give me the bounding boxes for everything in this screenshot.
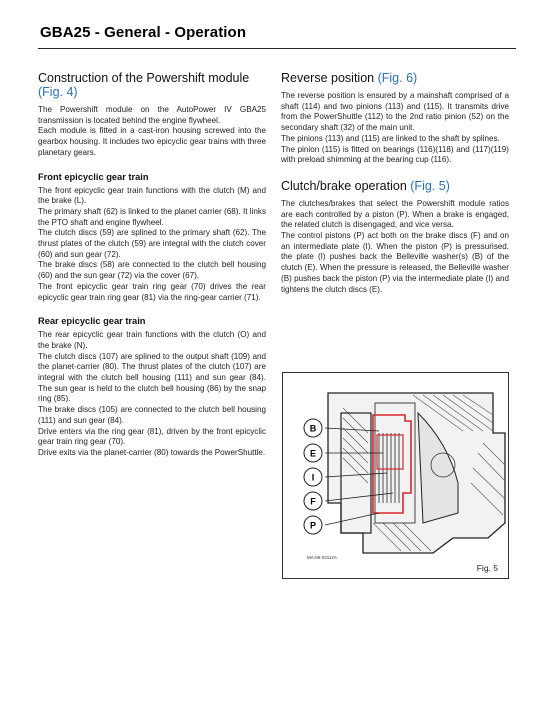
callout-b — [304, 419, 322, 437]
paragraph: The primary shaft (62) is linked to the planet carrier (68). It links the PTO shaft and engine flywheel. — [38, 206, 266, 227]
construction-section — [38, 71, 266, 159]
paragraph: Drive enters via the ring gear (81), driven by the front epicyclic gear train ring gear (70). — [38, 426, 266, 447]
paragraph: The clutches/brakes that select the Powershift module ratios are each controlled by a piston (P). When a brake is engaged, the related clutch is disengaged, and vice versa. — [281, 198, 509, 230]
paragraph: The brake discs (58) are connected to the clutch bell housing (60) and the sun gear (72) via the cover (67). — [38, 260, 266, 281]
paragraph: The rear epicyclic gear train functions with the clutch (O) and the brake (N). — [38, 330, 266, 350]
paragraph: The reverse position is ensured by a mainshaft comprised of a shaft (114) and two pinions (113) and (115). It transmits drive from the PowerShuttle (112) to the 2nd ratio pinion (52) on the secondary shaft (32) of the main unit. — [281, 91, 509, 133]
rear-gear-section — [38, 316, 266, 458]
construction-heading-text: Construction of the Powershift module — [38, 71, 250, 85]
fig4-link[interactable]: (Fig. 4) — [38, 85, 78, 99]
callout-b-label: B — [309, 423, 317, 434]
fig5-link[interactable]: (Fig. 5) — [410, 178, 450, 193]
paragraph: Each module is fitted in a cast-iron housing screwed into the gearbox housing. It includes two epicyclic gear trains with three planetary gears. — [38, 126, 266, 157]
paragraph: The front epicyclic gear train ring gear (70) drives the rear epicyclic gear train ring gear (81) via the ring-gear carrier (71). — [38, 281, 266, 302]
fig6-link[interactable]: (Fig. 6) — [377, 71, 418, 85]
callout-labels — [293, 373, 333, 578]
paragraph: The Powershift module on the AutoPower IV GBA25 transmission is located behind the engine flywheel. — [38, 105, 266, 125]
callout-e — [304, 444, 322, 462]
clutch-brake-heading — [281, 179, 509, 193]
rear-gear-heading: Rear epicyclic gear train — [38, 316, 146, 327]
clutch-brake-section — [281, 179, 509, 295]
left-column — [38, 71, 266, 472]
callout-p-label: P — [309, 520, 317, 531]
figure-caption: Fig. 5 — [476, 563, 498, 573]
clutch-brake-heading-text: Clutch/brake operation — [281, 178, 407, 193]
callout-f — [304, 492, 322, 510]
reverse-section — [281, 71, 509, 166]
title-divider — [38, 48, 516, 49]
construction-heading — [38, 71, 266, 99]
callout-i-label: I — [311, 472, 315, 483]
paragraph: Drive exits via the planet-carrier (80) towards the PowerShuttle. — [38, 447, 266, 457]
callout-p — [304, 516, 322, 534]
figure-5 — [282, 372, 509, 579]
paragraph: The clutch discs (107) are splined to the output shaft (109) and the planet-carrier (80). The thrust plates of the clutch (107) are integral with the clutch bell housing (111) and sun gear (84). The sun gear is held to the clutch bell housing (86) by the snap ring (85). — [38, 351, 266, 404]
callout-e-label: E — [309, 448, 317, 459]
right-column — [281, 71, 509, 308]
paragraph: The brake discs (105) are connected to the clutch bell housing (111) and sun gear (84). — [38, 405, 266, 425]
reverse-heading — [281, 71, 509, 85]
callout-f-label: F — [310, 496, 316, 507]
front-gear-heading: Front epicyclic gear train — [38, 171, 149, 182]
paragraph: The pinions (113) and (115) are linked to the shaft by splines. — [281, 133, 500, 143]
front-gear-section — [38, 172, 266, 304]
paragraph: The clutch discs (59) are splined to the primary shaft (62). The thrust plates of the clutch (59) are integral with the clutch cover (60) and sun gear (72). — [38, 228, 266, 259]
paragraph: The control pistons (P) act both on the brake discs (F) and on an intermediate plate (I). When the piston (P) is pressurised, the plate (I) pushes back the Belleville washer(s) (B) of the clutch (E). When the pressure is released, the Belleville washer (B) pushes back the piston (P) via the intermediate plate (I) and tightens the clutch discs (E). — [281, 231, 509, 294]
paragraph: The pinion (115) is fitted on bearings (116)(118) and (117)(119) with preload shimming at the bearing cup (116). — [281, 144, 509, 165]
paragraph: The front epicyclic gear train functions with the clutch (M) and the brake (L). — [38, 185, 266, 206]
callout-i — [304, 468, 322, 486]
reverse-heading-text: Reverse position — [281, 71, 375, 85]
page-title: GBA25 - General - Operation — [40, 24, 247, 41]
figure-reference-code: MA-06-03112A — [307, 555, 337, 560]
